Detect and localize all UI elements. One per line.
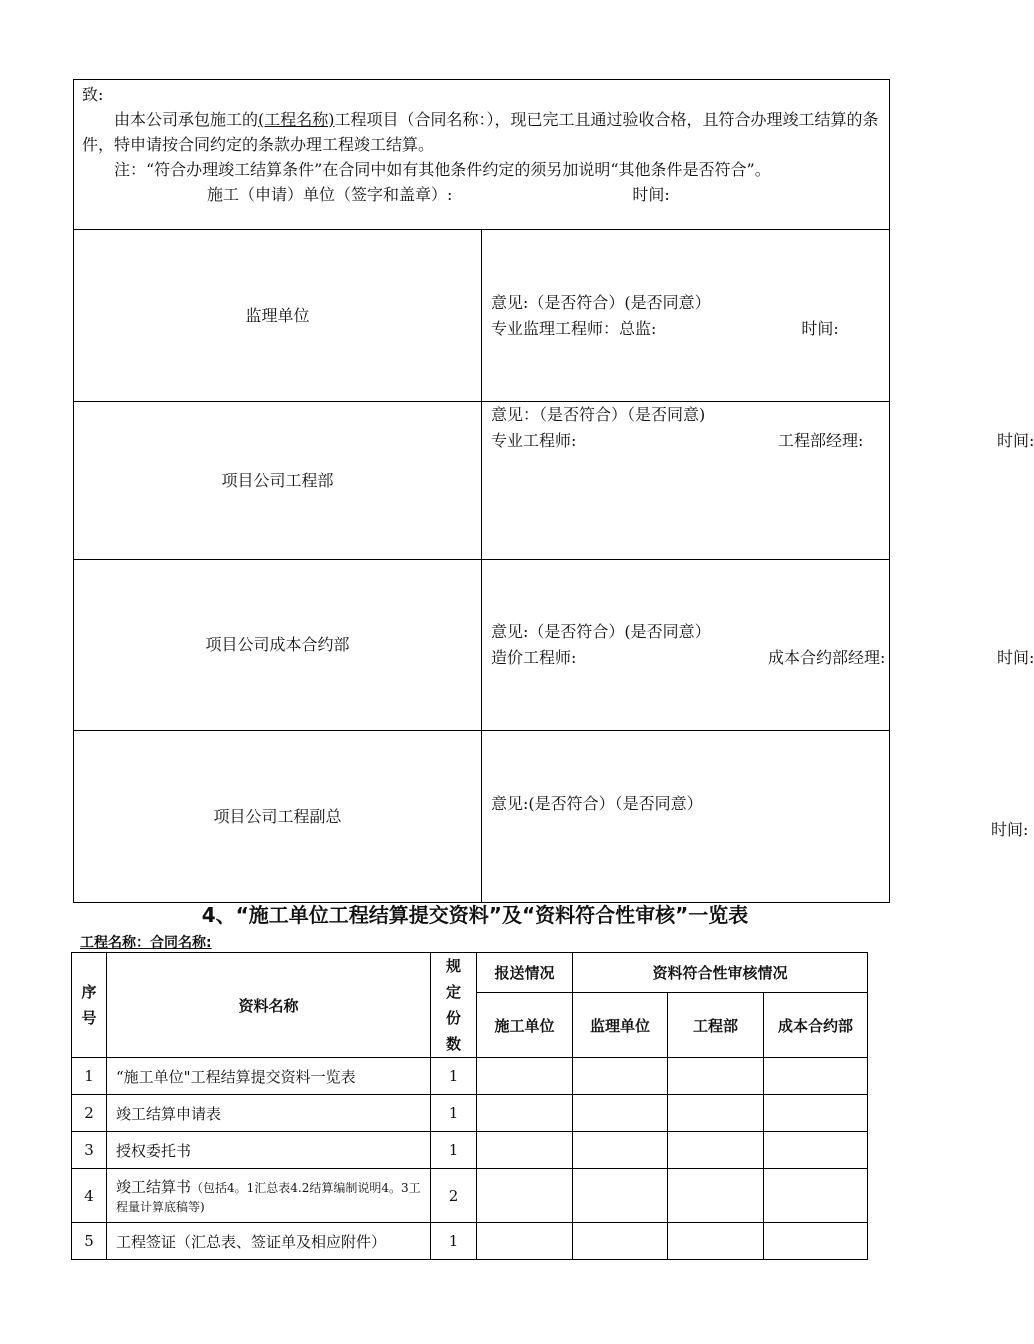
- engineering-signers: [491, 428, 1034, 454]
- table-row: [72, 1058, 868, 1095]
- supervisor-time-label: 时间:: [801, 318, 839, 338]
- row-contractor-cell: [477, 1132, 573, 1169]
- intro-prefix: 由本公司承包施工的: [114, 110, 259, 129]
- project-contract-line: 工程名称：合同名称:: [80, 935, 212, 951]
- supervisor-engineer-label: 专业监理工程师：总监:: [491, 318, 657, 338]
- cost-time-label: 时间:: [997, 648, 1034, 667]
- row-contractor-cell: [477, 1169, 573, 1223]
- engineering-opinion-cell: [482, 402, 1034, 560]
- row-engineering-cell: [668, 1223, 764, 1260]
- row-name-note: （包括4。1汇总表4.2结算编制说明4。3工程量计算底稿等): [116, 1181, 421, 1214]
- header-contractor: 施工单位: [477, 993, 573, 1058]
- project-name-placeholder: (工程名称): [258, 110, 335, 129]
- row-copies: 2: [431, 1169, 477, 1223]
- row-cost-cell: [764, 1058, 868, 1095]
- row-cost-cell: [764, 1169, 868, 1223]
- row-copies: 1: [431, 1095, 477, 1132]
- row-name-main: 竣工结算书: [116, 1178, 192, 1196]
- row-contractor-cell: [477, 1058, 573, 1095]
- section-label-engineering: 项目公司工程部: [74, 402, 482, 560]
- table-row: [72, 1132, 868, 1169]
- cost-opinion-cell: [482, 560, 1034, 731]
- row-supervisor-cell: [573, 1095, 668, 1132]
- header-cost: 成本合约部: [764, 993, 868, 1058]
- row-name: “施工单位"工程结算提交资料一览表: [107, 1058, 431, 1095]
- row-contractor-cell: [477, 1095, 573, 1132]
- addressee: 致:: [82, 85, 104, 104]
- supervisor-opinion-cell: [482, 230, 890, 402]
- applicant-sign-line: [82, 182, 881, 207]
- row-seq: 3: [72, 1132, 107, 1169]
- engineering-time-label: 时间:: [997, 431, 1034, 450]
- header-seq-text: 序号: [81, 983, 97, 1027]
- supervisor-signers: [491, 316, 889, 342]
- row-cost-cell: [764, 1095, 868, 1132]
- settlement-application-form: [73, 79, 1034, 903]
- header-engineering: 工程部: [668, 993, 764, 1058]
- row-supervisor-cell: [573, 1169, 668, 1223]
- applicant-sign-label: 施工（申请）单位（签字和盖章）:: [207, 185, 453, 204]
- header-submit: 报送情况: [477, 953, 573, 993]
- row-supervisor-cell: [573, 1132, 668, 1169]
- header-copies: [431, 953, 477, 1058]
- engineering-opinion: 意见：（是否符合）（是否同意): [491, 405, 706, 424]
- row-name: [107, 1169, 431, 1223]
- header-copies-text: 规定份数: [445, 957, 461, 1053]
- row-name: 工程签证（汇总表、签证单及相应附件）: [107, 1223, 431, 1260]
- table-row: [72, 1223, 868, 1260]
- row-contractor-cell: [477, 1223, 573, 1260]
- vp-opinion-cell: [482, 731, 1029, 903]
- vp-opinion: 意见:(是否符合）（是否同意）: [491, 793, 703, 813]
- row-engineering-cell: [668, 1058, 764, 1095]
- cost-opinion: 意见:（是否符合）(是否同意）: [491, 622, 711, 641]
- row-cost-cell: [764, 1223, 868, 1260]
- row-seq: 4: [72, 1169, 107, 1223]
- engineering-manager-label: 工程部经理:: [778, 431, 864, 450]
- row-supervisor-cell: [573, 1223, 668, 1260]
- row-engineering-cell: [668, 1132, 764, 1169]
- row-engineering-cell: [668, 1169, 764, 1223]
- cost-signers: [491, 645, 1034, 671]
- row-engineering-cell: [668, 1095, 764, 1132]
- row-seq: 5: [72, 1223, 107, 1260]
- row-name: 竣工结算申请表: [107, 1095, 431, 1132]
- intro-paragraph: [82, 107, 881, 157]
- vp-time-line: [491, 817, 1029, 843]
- applicant-time-label: 时间:: [632, 185, 670, 204]
- section-label-vp: 项目公司工程副总: [74, 731, 482, 903]
- section-title: 4、“施工单位工程结算提交资料”及“资料符合性审核”一览表: [201, 903, 749, 927]
- row-supervisor-cell: [573, 1058, 668, 1095]
- table-row: [72, 1169, 868, 1223]
- table-row: [72, 1095, 868, 1132]
- intro-suffix: 工程项目（合同名称：），现已完工且通过验收合格，且符合办理竣工结算的条件，特申请按合同约定的条款办理工程竣工结算。: [82, 110, 879, 154]
- header-seq: [72, 953, 107, 1058]
- vp-time-label: 时间:: [991, 819, 1029, 839]
- intro-note: 注：“符合办理竣工结算条件”在合同中如有其他条件约定的须另加说明“其他条件是否符合”。: [114, 160, 771, 179]
- row-name: 授权委托书: [107, 1132, 431, 1169]
- engineering-engineer-label: 专业工程师:: [491, 431, 577, 450]
- row-seq: 1: [72, 1058, 107, 1095]
- row-seq: 2: [72, 1095, 107, 1132]
- cost-engineer-label: 造价工程师:: [491, 648, 577, 667]
- header-supervisor: 监理单位: [573, 993, 668, 1058]
- header-name: 资料名称: [107, 953, 431, 1058]
- application-intro-cell: [74, 80, 890, 230]
- row-copies: 1: [431, 1058, 477, 1095]
- row-copies: 1: [431, 1223, 477, 1260]
- cost-manager-label: 成本合约部经理:: [768, 648, 886, 667]
- submission-checklist-table: [71, 952, 868, 1260]
- section-label-cost: 项目公司成本合约部: [74, 560, 482, 731]
- header-review: 资料符合性审核情况: [573, 953, 868, 993]
- section-label-supervisor: 监理单位: [74, 230, 482, 402]
- row-copies: 1: [431, 1132, 477, 1169]
- supervisor-opinion: 意见:（是否符合）(是否同意）: [491, 292, 711, 312]
- row-cost-cell: [764, 1132, 868, 1169]
